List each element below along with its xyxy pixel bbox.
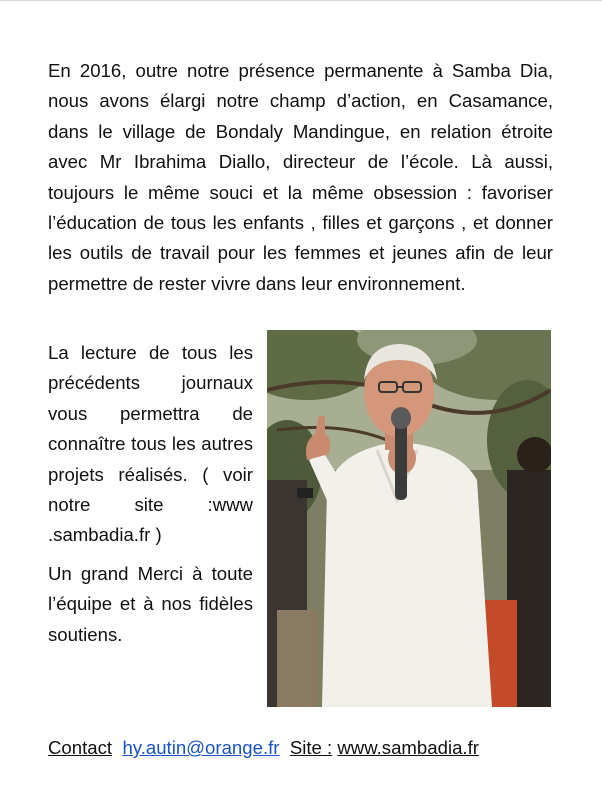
speaker-photo <box>267 330 551 707</box>
site-link[interactable]: www.sambadia.fr <box>337 737 479 758</box>
intro-paragraph: En 2016, outre notre présence permanente à Samba Dia, nous avons élargi notre champ d’action, en Casamance, dans le village de Bondaly Mandingue, en relation étroite avec Mr Ibrahima Diallo, directeur de l’école. Là aussi, toujours le même souci et la même obsession : favoriser l’éducation de tous les enfants , filles et garçons , et donner les outils de travail pour les femmes et jeunes afin de leur permettre de rester vivre dans leur environnement. <box>48 60 553 294</box>
side-column <box>48 338 253 658</box>
merci-paragraph: Un grand Merci à toute l’équipe et à nos fidèles soutiens. <box>48 562 253 645</box>
site-label: Site : <box>289 737 333 758</box>
contact-line <box>48 734 479 762</box>
contact-label: Contact <box>48 737 113 758</box>
lecture-paragraph: La lecture de tous les précédents journaux vous permettra de connaître tous les autres projets réalisés. ( voir notre site :www .sambadia.fr ) <box>48 342 253 546</box>
page-top-edge <box>0 0 602 4</box>
contact-email-link[interactable]: hy.autin@orange.fr <box>122 737 280 758</box>
